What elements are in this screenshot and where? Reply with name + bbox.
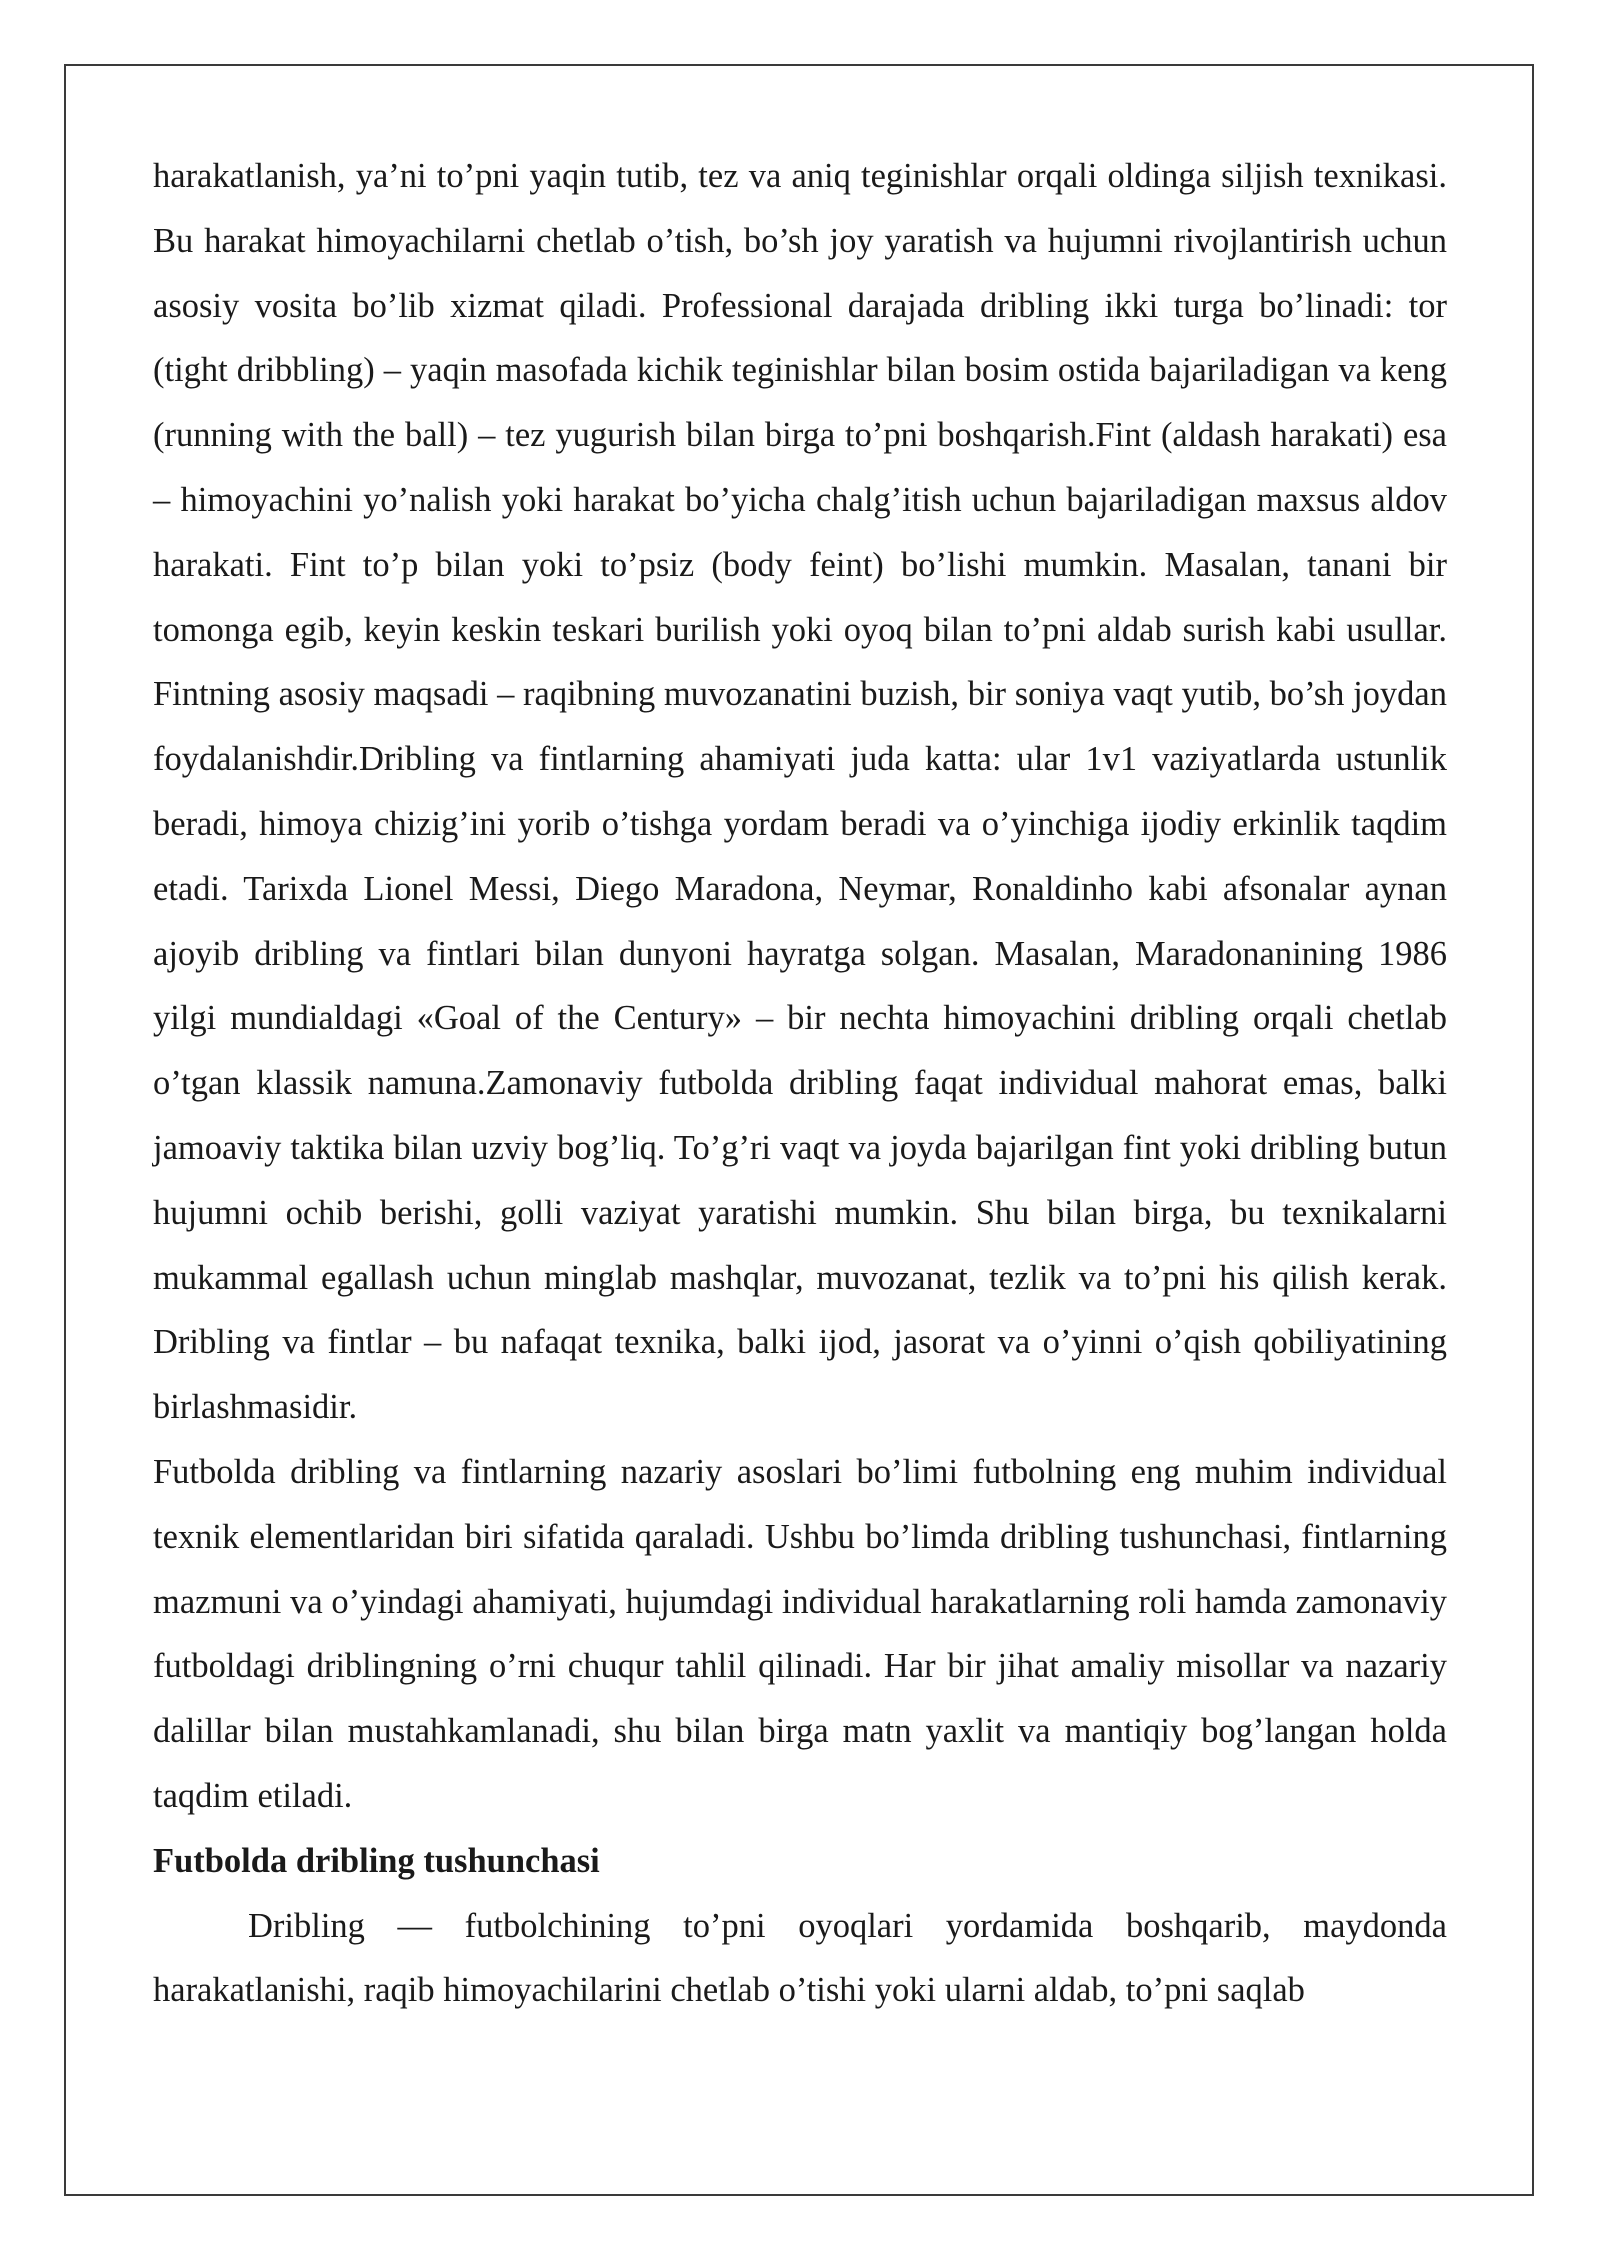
document-body: [153, 144, 1447, 2023]
section-heading: Futbolda dribling tushunchasi: [153, 1841, 600, 1880]
body-paragraph-3: Dribling — futbolchining to’pni oyoqlari yordamida boshqarib, maydonda harakatlanishi, raqib himoyachilarini chetlab o’tishi yoki ularni aldab, to’pni saqlab: [153, 1906, 1447, 2010]
body-paragraph-1: harakatlanish, ya’ni to’pni yaqin tutib, tez va aniq teginishlar orqali oldinga siljish texnikasi. Bu harakat himoyachilarni chetlab o’tish, bo’sh joy yaratish va hujumni rivojlantirish uchun asosiy vosita bo’lib xizmat qiladi. Professional darajada dribling ikki turga bo’linadi: tor (tight dribbling) – yaqin masofada kichik teginishlar bilan bosim ostida bajariladigan va keng (running with the ball) – tez yugurish bilan birga to’pni boshqarish.Fint (aldash harakati) esa – himoyachini yo’nalish yoki harakat bo’yicha chalg’itish uchun bajariladigan maxsus aldov harakati. Fint to’p bilan yoki to’psiz (body feint) bo’lishi mumkin. Masalan, tanani bir tomonga egib, keyin keskin teskari burilish yoki oyoq bilan to’pni aldab surish kabi usullar. Fintning asosiy maqsadi – raqibning muvozanatini buzish, bir soniya vaqt yutib, bo’sh joydan foydalanishdir.Dribling va fintlarning ahamiyati juda katta: ular 1v1 vaziyatlarda ustunlik beradi, himoya chizig’ini yorib o’tishga yordam beradi va o’yinchiga ijodiy erkinlik taqdim etadi. Tarixda Lionel Messi, Diego Maradona, Neymar, Ronaldinho kabi afsonalar aynan ajoyib dribling va fintlari bilan dunyoni hayratga solgan. Masalan, Maradonanining 1986 yilgi mundialdagi «Goal of the Century» – bir nechta himoyachini dribling orqali chetlab o’tgan klassik namuna.Zamonaviy futbolda dribling faqat individual mahorat emas, balki jamoaviy taktika bilan uzviy bog’liq. To’g’ri vaqt va joyda bajarilgan fint yoki dribling butun hujumni ochib berishi, golli vaziyat yaratishi mumkin. Shu bilan birga, bu texnikalarni mukammal egallash uchun minglab mashqlar, muvozanat, tezlik va to’pni his qilish kerak. Dribling va fintlar – bu nafaqat texnika, balki ijod, jasorat va o’yinni o’qish qobiliyatining birlashmasidir.: [153, 157, 1447, 1427]
body-paragraph-2: Futbolda dribling va fintlarning nazariy asoslari bo’limi futbolning eng muhim individual texnik elementlaridan biri sifatida qaraladi. Ushbu bo’limda dribling tushunchasi, fintlarning mazmuni va o’yindagi ahamiyati, hujumdagi individual harakatlarning roli hamda zamonaviy futboldagi driblingning o’rni chuqur tahlil qilinadi. Har bir jihat amaliy misollar va nazariy dalillar bilan mustahkamlanadi, shu bilan birga matn yaxlit va mantiqiy bog’langan holda taqdim etiladi.: [153, 1452, 1447, 1815]
